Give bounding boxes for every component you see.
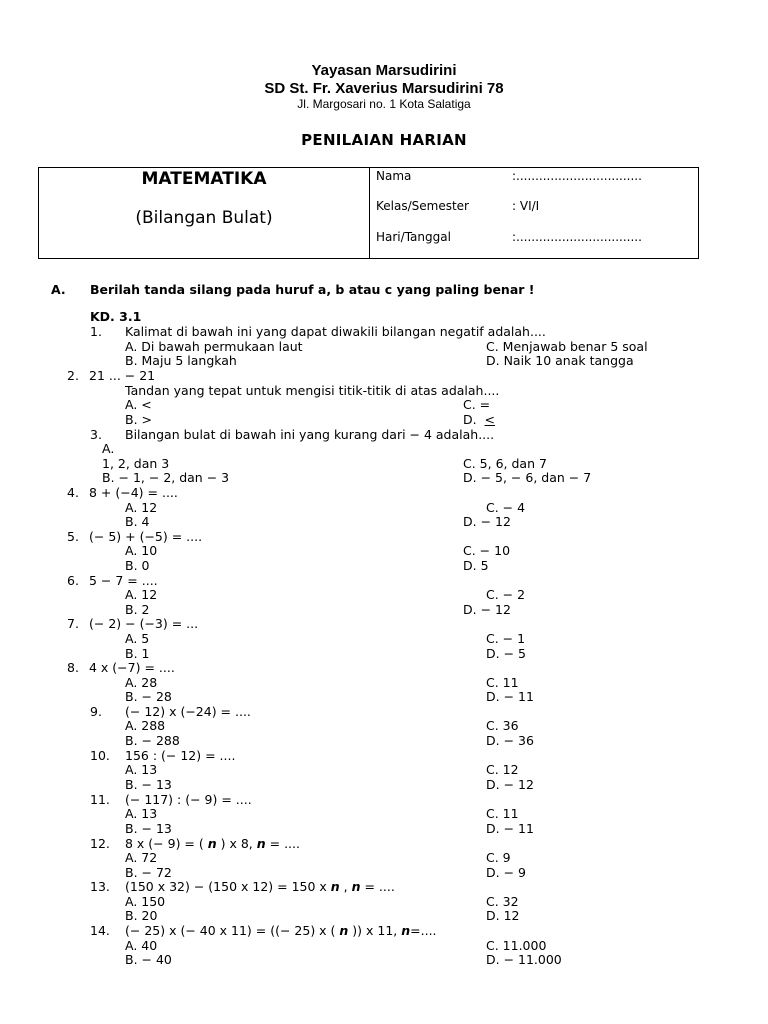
- question-text-part: = ....: [265, 836, 300, 851]
- option-c[interactable]: C. 11.000: [486, 938, 547, 953]
- question-subtext: Tandan yang tepat untuk mengisi titik-titik di atas adalah....: [125, 383, 500, 398]
- question-text: 156 : (− 12) = ....: [125, 748, 236, 763]
- option-d-symbol: <: [484, 412, 496, 427]
- option-a[interactable]: A. 28: [125, 675, 158, 690]
- option-a[interactable]: A. 150: [125, 894, 166, 909]
- option-b[interactable]: B. 0: [125, 558, 150, 573]
- question-text-part: )) x 11,: [348, 923, 402, 938]
- option-c[interactable]: C. 12: [486, 762, 519, 777]
- option-a[interactable]: A. <: [125, 397, 152, 412]
- question-number: 3.: [90, 427, 102, 442]
- question-number: 1.: [90, 324, 102, 339]
- option-a[interactable]: A. 13: [125, 806, 158, 821]
- section-instruction: Berilah tanda silang pada huruf a, b atau c yang paling benar !: [90, 282, 535, 297]
- question-number: 12.: [90, 836, 110, 851]
- option-d[interactable]: [463, 412, 495, 427]
- option-d[interactable]: D. − 12: [486, 777, 534, 792]
- variable-n: n: [256, 836, 266, 851]
- option-c[interactable]: C. − 2: [486, 587, 526, 602]
- question-text: (− 5) + (−5) = ....: [89, 529, 203, 544]
- date-field[interactable]: :.................................: [512, 230, 642, 244]
- question-number: 14.: [90, 923, 110, 938]
- option-d[interactable]: D. − 11.000: [486, 952, 562, 967]
- box-divider: [369, 168, 370, 258]
- school-name: SD St. Fr. Xaverius Marsudirini 78: [264, 80, 504, 97]
- option-d[interactable]: D. − 36: [486, 733, 534, 748]
- option-b[interactable]: B. Maju 5 langkah: [125, 353, 237, 368]
- question-text: (− 117) : (− 9) = ....: [125, 792, 252, 807]
- question-number: 10.: [90, 748, 110, 763]
- option-a[interactable]: A. 12: [125, 500, 158, 515]
- subject-title: MATEMATIKA: [141, 169, 267, 189]
- option-b[interactable]: B. − 72: [125, 865, 172, 880]
- section-letter: A.: [51, 282, 66, 297]
- variable-n: n: [207, 836, 217, 851]
- option-c[interactable]: C. 36: [486, 718, 519, 733]
- option-a[interactable]: A. 72: [125, 850, 158, 865]
- option-b[interactable]: B. >: [125, 412, 152, 427]
- question-number: 6.: [67, 573, 79, 588]
- option-c[interactable]: C. Menjawab benar 5 soal: [486, 339, 648, 354]
- question-number: 5.: [67, 529, 79, 544]
- question-text-part: 8 x (− 9) = (: [125, 836, 208, 851]
- variable-n: n: [330, 879, 340, 894]
- question-text: 4 x (−7) = ....: [89, 660, 175, 675]
- question-text: 21 ... − 21: [89, 368, 156, 383]
- question-text: 5 − 7 = ....: [89, 573, 158, 588]
- option-a[interactable]: A. Di bawah permukaan laut: [125, 339, 303, 354]
- option-d[interactable]: D. 5: [463, 558, 489, 573]
- option-c[interactable]: C. − 1: [486, 631, 526, 646]
- class-semester-label: Kelas/Semester: [376, 199, 469, 213]
- question-number: 7.: [67, 616, 79, 631]
- option-c[interactable]: C. 11: [486, 675, 519, 690]
- option-a[interactable]: A. 12: [125, 587, 158, 602]
- option-c[interactable]: C. − 10: [463, 543, 511, 558]
- option-b[interactable]: B. − 288: [125, 733, 180, 748]
- question-number: 8.: [67, 660, 79, 675]
- option-c[interactable]: C. 32: [486, 894, 519, 909]
- option-c[interactable]: C. 9: [486, 850, 511, 865]
- name-label: Nama: [376, 169, 412, 183]
- document-title: PENILAIAN HARIAN: [301, 131, 467, 149]
- option-c[interactable]: C. 5, 6, dan 7: [463, 456, 547, 471]
- class-semester-value: : VI/I: [512, 199, 540, 213]
- question-number: 13.: [90, 879, 110, 894]
- option-d[interactable]: D. Naik 10 anak tangga: [486, 353, 634, 368]
- question-text-part: ) x 8,: [216, 836, 257, 851]
- question-text-part: = ....: [360, 879, 395, 894]
- option-b[interactable]: B. 1: [125, 646, 150, 661]
- option-b[interactable]: B. 4: [125, 514, 150, 529]
- question-number: 2.: [67, 368, 79, 383]
- option-b[interactable]: B. − 28: [125, 689, 172, 704]
- option-a[interactable]: A. 5: [125, 631, 150, 646]
- question-text-part: ,: [339, 879, 352, 894]
- option-b[interactable]: B. 2: [125, 602, 150, 617]
- option-a[interactable]: A. 13: [125, 762, 158, 777]
- option-b[interactable]: B. − 13: [125, 777, 172, 792]
- option-d[interactable]: D. − 5: [486, 646, 526, 661]
- option-d[interactable]: D. 12: [486, 908, 520, 923]
- question-text-part: =....: [410, 923, 437, 938]
- option-d[interactable]: D. − 12: [463, 514, 511, 529]
- option-d[interactable]: D. − 11: [486, 689, 534, 704]
- option-a[interactable]: A.: [102, 441, 115, 456]
- question-text-part: (150 x 32) − (150 x 12) = 150 x: [125, 879, 331, 894]
- option-c[interactable]: C. 11: [486, 806, 519, 821]
- kd-label: KD. 3.1: [90, 309, 142, 324]
- question-text: Kalimat di bawah ini yang dapat diwakili bilangan negatif adalah....: [125, 324, 546, 339]
- question-text: (− 12) x (−24) = ....: [125, 704, 251, 719]
- question-number: 9.: [90, 704, 102, 719]
- question-text: [125, 879, 395, 894]
- option-a[interactable]: A. 288: [125, 718, 166, 733]
- question-number: 4.: [67, 485, 79, 500]
- student-info-box: [38, 167, 699, 259]
- school-address: Jl. Margosari no. 1 Kota Salatiga: [297, 97, 471, 111]
- foundation-name: Yayasan Marsudirini: [311, 62, 457, 79]
- option-b[interactable]: B. − 13: [125, 821, 172, 836]
- question-text-part: (− 25) x (− 40 x 11) = ((− 25) x (: [125, 923, 340, 938]
- question-text: [125, 923, 437, 938]
- option-c[interactable]: C. =: [463, 397, 491, 412]
- question-text: (− 2) − (−3) = ...: [89, 616, 199, 631]
- option-a[interactable]: A. 10: [125, 543, 158, 558]
- question-text: [125, 836, 300, 851]
- variable-n: n: [401, 923, 411, 938]
- question-text: 8 + (−4) = ....: [89, 485, 178, 500]
- date-label: Hari/Tanggal: [376, 230, 451, 244]
- question-number: 11.: [90, 792, 110, 807]
- option-a[interactable]: A. 40: [125, 938, 158, 953]
- option-d[interactable]: D. − 12: [463, 602, 511, 617]
- option-b[interactable]: B. − 40: [125, 952, 172, 967]
- variable-n: n: [351, 879, 361, 894]
- option-d[interactable]: D. − 5, − 6, dan − 7: [463, 470, 592, 485]
- option-b[interactable]: B. − 1, − 2, dan − 3: [102, 470, 230, 485]
- option-b[interactable]: B. 20: [125, 908, 158, 923]
- name-field[interactable]: :.................................: [512, 169, 642, 183]
- option-d[interactable]: D. − 9: [486, 865, 526, 880]
- subject-topic: (Bilangan Bulat): [135, 208, 273, 228]
- option-a-text[interactable]: 1, 2, dan 3: [102, 456, 170, 471]
- question-text: Bilangan bulat di bawah ini yang kurang dari − 4 adalah....: [125, 427, 495, 442]
- variable-n: n: [339, 923, 349, 938]
- option-d-prefix: D.: [463, 412, 485, 427]
- option-d[interactable]: D. − 11: [486, 821, 534, 836]
- option-c[interactable]: C. − 4: [486, 500, 526, 515]
